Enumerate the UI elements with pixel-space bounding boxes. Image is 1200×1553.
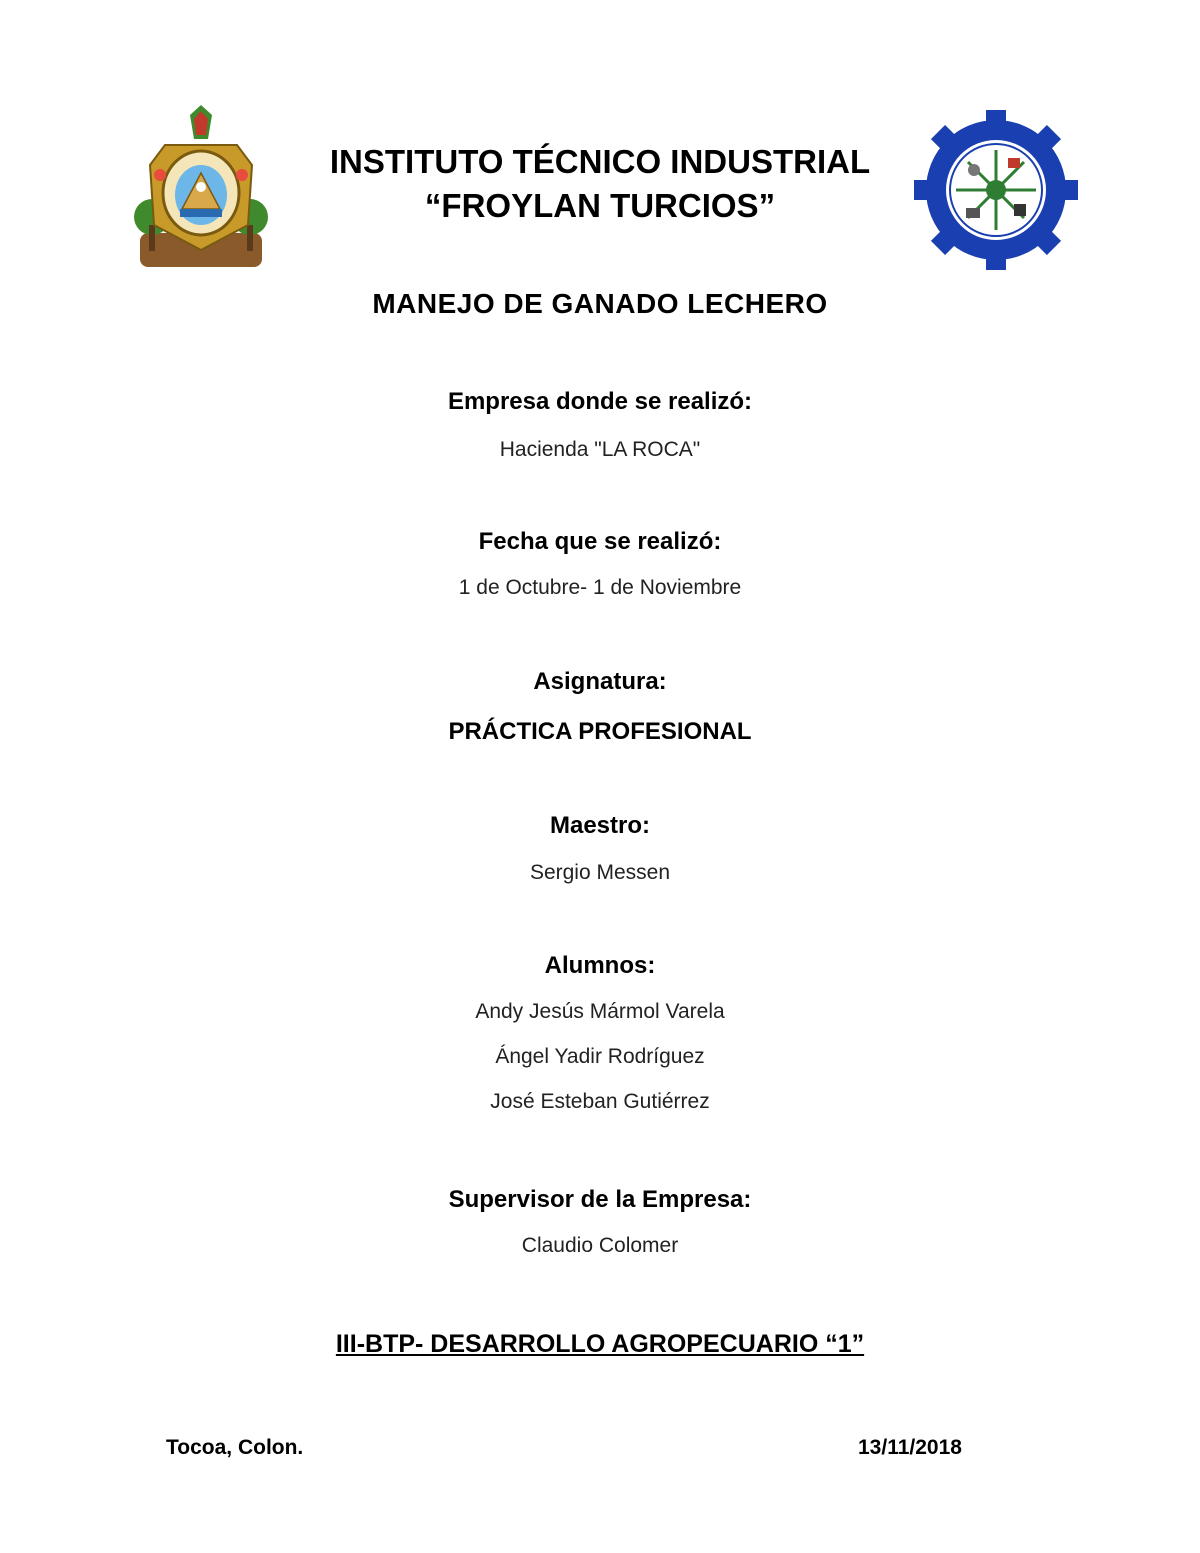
- date-value: 1 de Octubre- 1 de Noviembre: [458, 576, 742, 599]
- document-title: MANEJO DE GANADO LECHERO: [372, 288, 828, 319]
- supervisor-value: Claudio Colomer: [521, 1234, 679, 1257]
- footer-date: 13/11/2018: [858, 1436, 962, 1459]
- subject-label: Asignatura:: [533, 668, 667, 695]
- teacher-label: Maestro:: [549, 812, 651, 839]
- date-label: Fecha que se realizó:: [478, 528, 722, 555]
- group-title: [0, 1330, 1200, 1359]
- student-1: Andy Jesús Mármol Varela: [475, 1000, 725, 1023]
- footer-location: Tocoa, Colon.: [166, 1436, 304, 1459]
- teacher-value: Sergio Messen: [529, 861, 671, 884]
- group-title-text: III-BTP- DESARROLLO AGROPECUARIO “1”: [335, 1330, 865, 1358]
- student-2: Ángel Yadir Rodríguez: [495, 1045, 705, 1068]
- students-label: Alumnos:: [544, 952, 656, 979]
- student-3: José Esteban Gutiérrez: [490, 1090, 710, 1113]
- company-label: Empresa donde se realizó:: [447, 388, 753, 415]
- institute-name: [0, 140, 1200, 228]
- institute-name-line1: INSTITUTO TÉCNICO INDUSTRIAL: [329, 143, 871, 180]
- supervisor-label: Supervisor de la Empresa:: [448, 1186, 752, 1213]
- subject-value: PRÁCTICA PROFESIONAL: [448, 718, 752, 745]
- institute-name-line2: “FROYLAN TURCIOS”: [424, 187, 776, 224]
- company-value: Hacienda "LA ROCA": [499, 438, 701, 461]
